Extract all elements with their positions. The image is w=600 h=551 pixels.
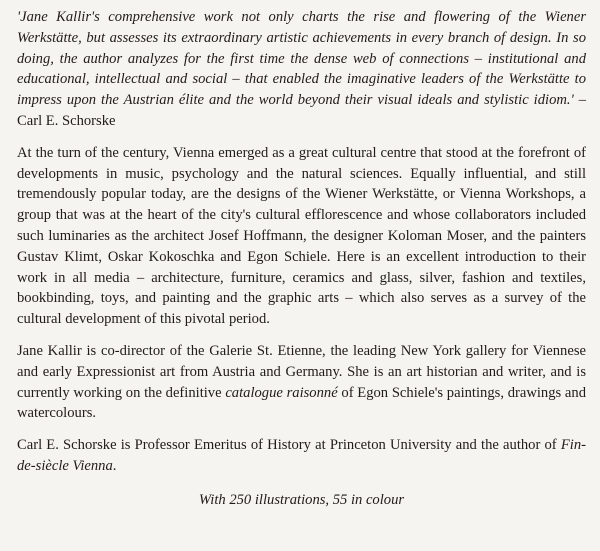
illustrations-note: With 250 illustrations, 55 in colour	[198, 491, 405, 508]
quote-attribution: – Carl E. Schorske	[17, 92, 586, 129]
author-bio-italic: catalogue raisonné	[225, 384, 338, 401]
schorske-bio	[17, 435, 586, 477]
quote-text: 'Jane Kallir's comprehensive work not only charts the rise and flowering of the Wiener Werkstätte, but assesses its extraordinary artistic achievements in every branch of design. In so doing, the author analyzes for the first time the dense web of connections – institutional and educational, intellectual and social – that enabled the imaginative leaders of the Werkstätte to impress upon the Austrian élite and the world beyond their visual ideals and stylistic idiom.'	[17, 9, 586, 109]
author-bio	[17, 341, 586, 424]
schorske-bio-end: .	[112, 457, 117, 474]
schorske-bio-text: Carl E. Schorske is Professor Emeritus of History at Princeton University and the author of	[17, 437, 561, 454]
book-description: At the turn of the century, Vienna emerged as a great cultural centre that stood at the forefront of developments in music, psychology and the natural sciences. Equally influential, and still tremendously popular today, are the designs of the Wiener Werkstätte, or Vienna Workshops, a group that was at the heart of the city's cultural efflorescence and whose collaborators included such luminaries as the architect Josef Hoffmann, the designer Koloman Moser, and the painters Gustav Klimt, Oskar Kokoschka and Egon Schiele. Here is an excellent introduction to their work in all media – architecture, furniture, ceramics and glass, silver, fashion and textiles, bookbinding, toys, and painting and the graphic arts – which also serves as a survey of the cultural development of this pivotal period.	[17, 144, 586, 328]
schorske-bio-italic: Fin-de-siècle Vienna	[17, 437, 586, 474]
review-quote	[17, 7, 586, 132]
author-bio-end: of Egon Schiele's paintings, drawings and watercolours.	[17, 384, 586, 422]
author-bio-text: Jane Kallir is co-director of the Galerie St. Etienne, the leading New York gallery for Viennese and early Expressionist art from Austria and Germany. She is an art historian and writer, and is currently working on the definitive	[17, 342, 586, 401]
